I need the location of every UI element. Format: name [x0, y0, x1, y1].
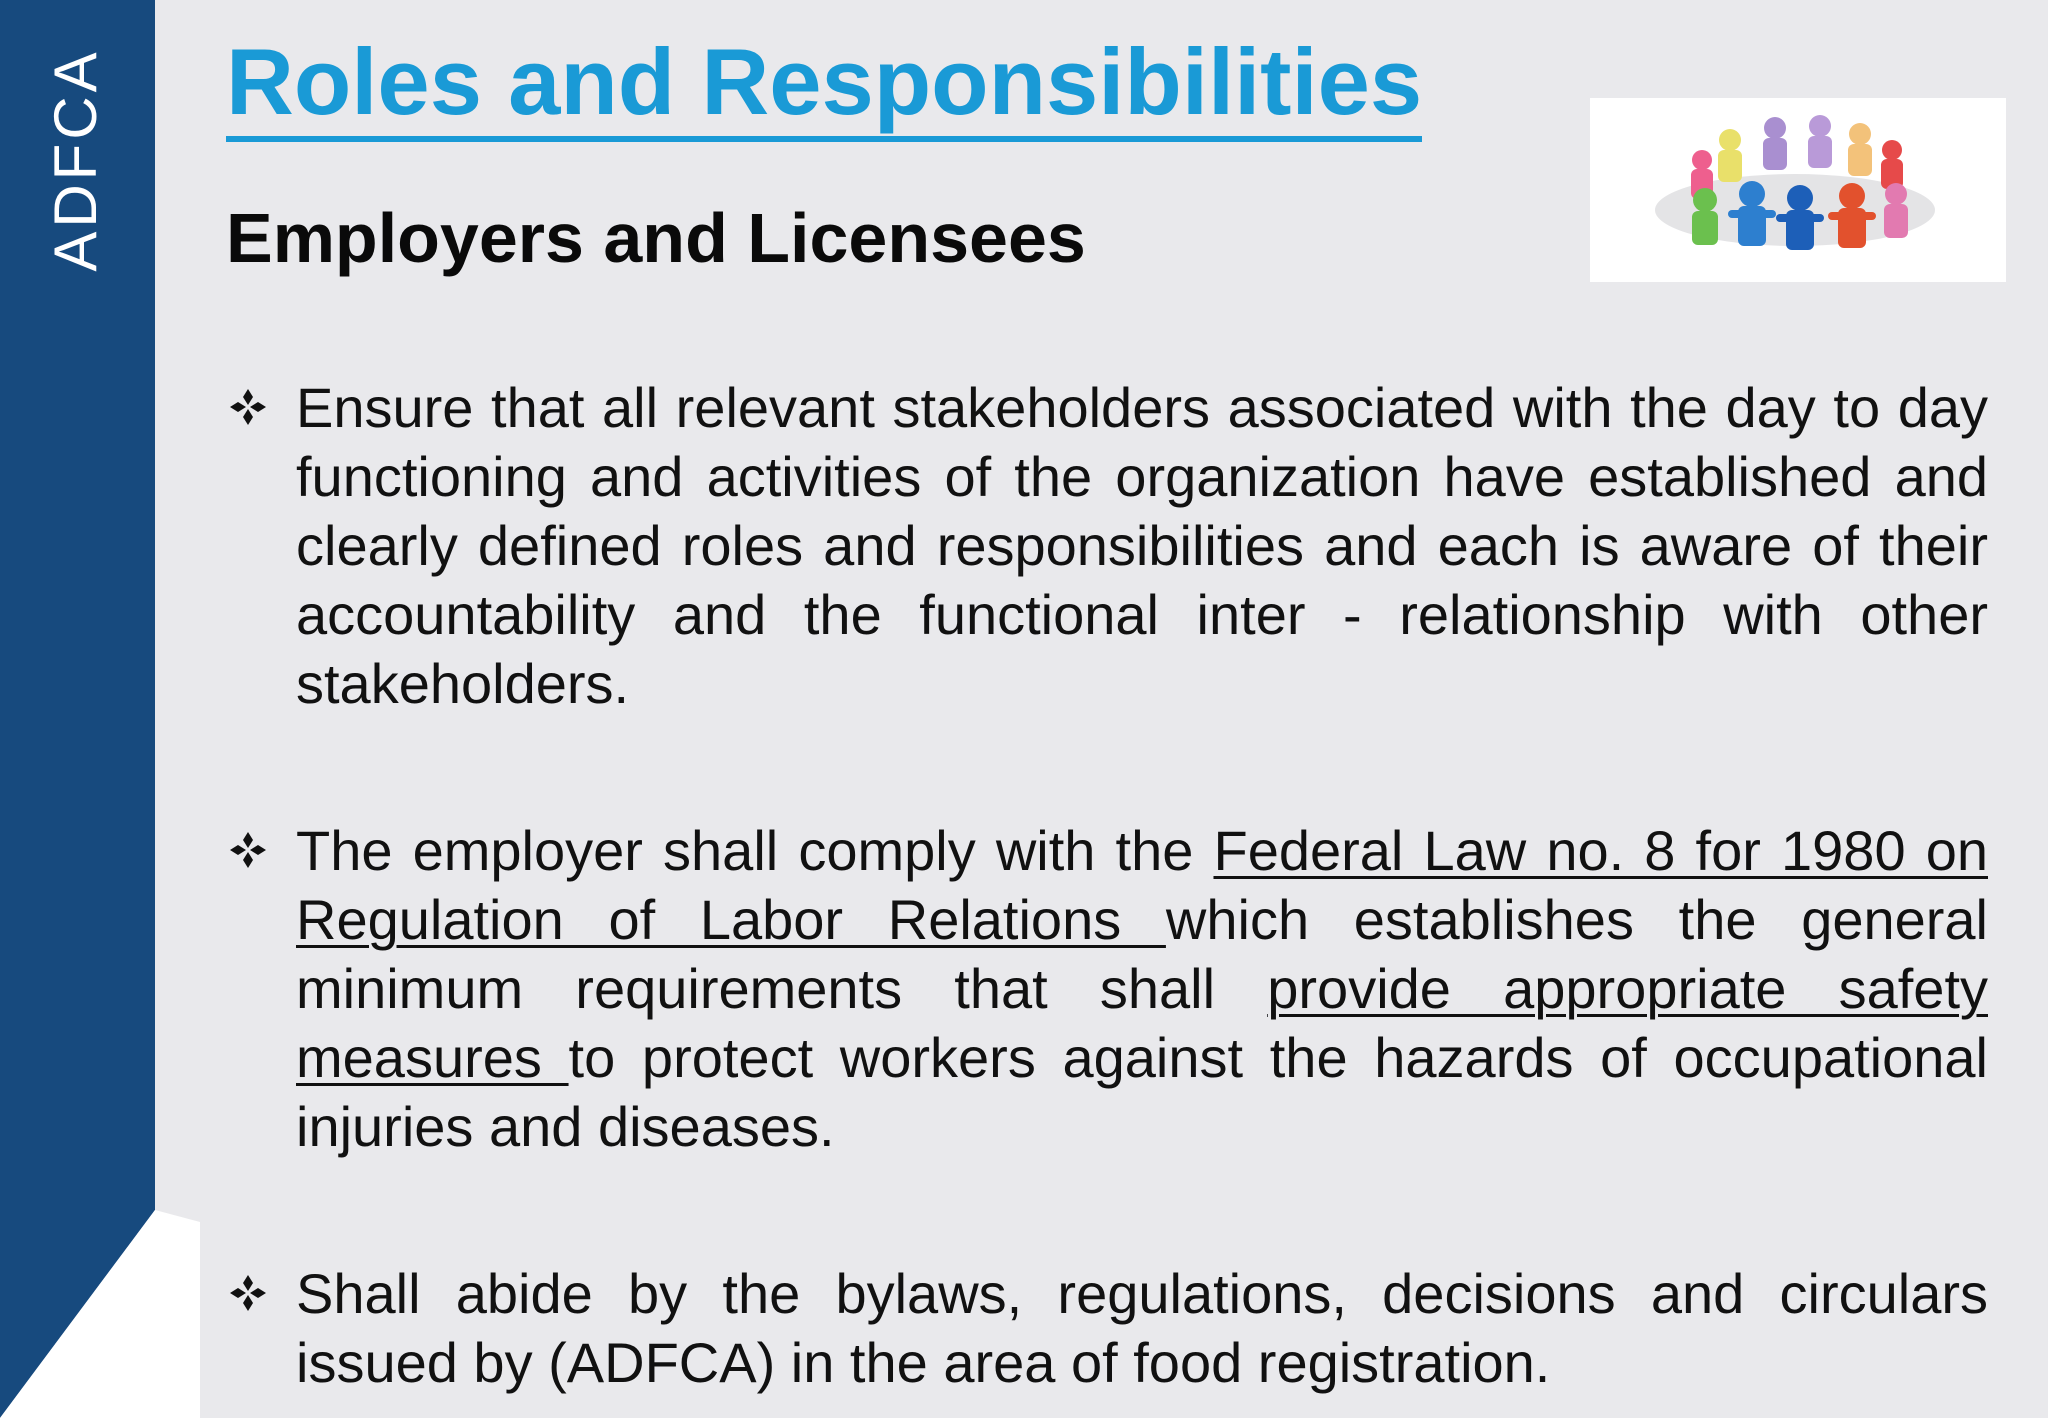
bullet-list — [228, 373, 1988, 1397]
bullet-text: to protect workers against the hazards of occupational injuries and diseases. — [296, 1026, 1988, 1158]
brand-band — [0, 0, 200, 1418]
law-reference-text: Federal Law no. 8 for 1980 on Regulation of Labor Relations — [296, 819, 1988, 951]
bullet-text: Shall abide by the bylaws, regulations, decisions and circulars issued by (ADFCA) in the area of food registration. — [296, 1262, 1988, 1394]
bullet-item-2 — [228, 816, 1988, 1161]
page-title: Roles and Responsibilities — [226, 28, 1422, 142]
people-circle-icon — [1590, 98, 2006, 282]
people-circle-image — [1590, 98, 2006, 282]
bullet-item-3 — [228, 1259, 1988, 1397]
section-subtitle: Employers and Licensees — [226, 199, 1086, 277]
brand-logo-text: ADFCA — [42, 48, 109, 272]
four-diamond-bullet-icon — [228, 1273, 268, 1313]
bullet-text: Ensure that all relevant stakeholders associated with the day to day functioning and activities of the organization have established and clearly defined roles and responsibilities and each is aware of their accountability and the functional inter - relationship with other stakeholders. — [296, 376, 1988, 715]
four-diamond-bullet-icon — [228, 830, 268, 870]
bullet-text: The employer shall comply with the — [296, 819, 1214, 882]
bullet-text: which establishes the general minimum requirements that shall — [296, 888, 1989, 1020]
bullet-item-1 — [228, 373, 1988, 718]
safety-measures-text: provide appropriate safety measures — [296, 957, 1988, 1089]
four-diamond-bullet-icon — [228, 387, 268, 427]
